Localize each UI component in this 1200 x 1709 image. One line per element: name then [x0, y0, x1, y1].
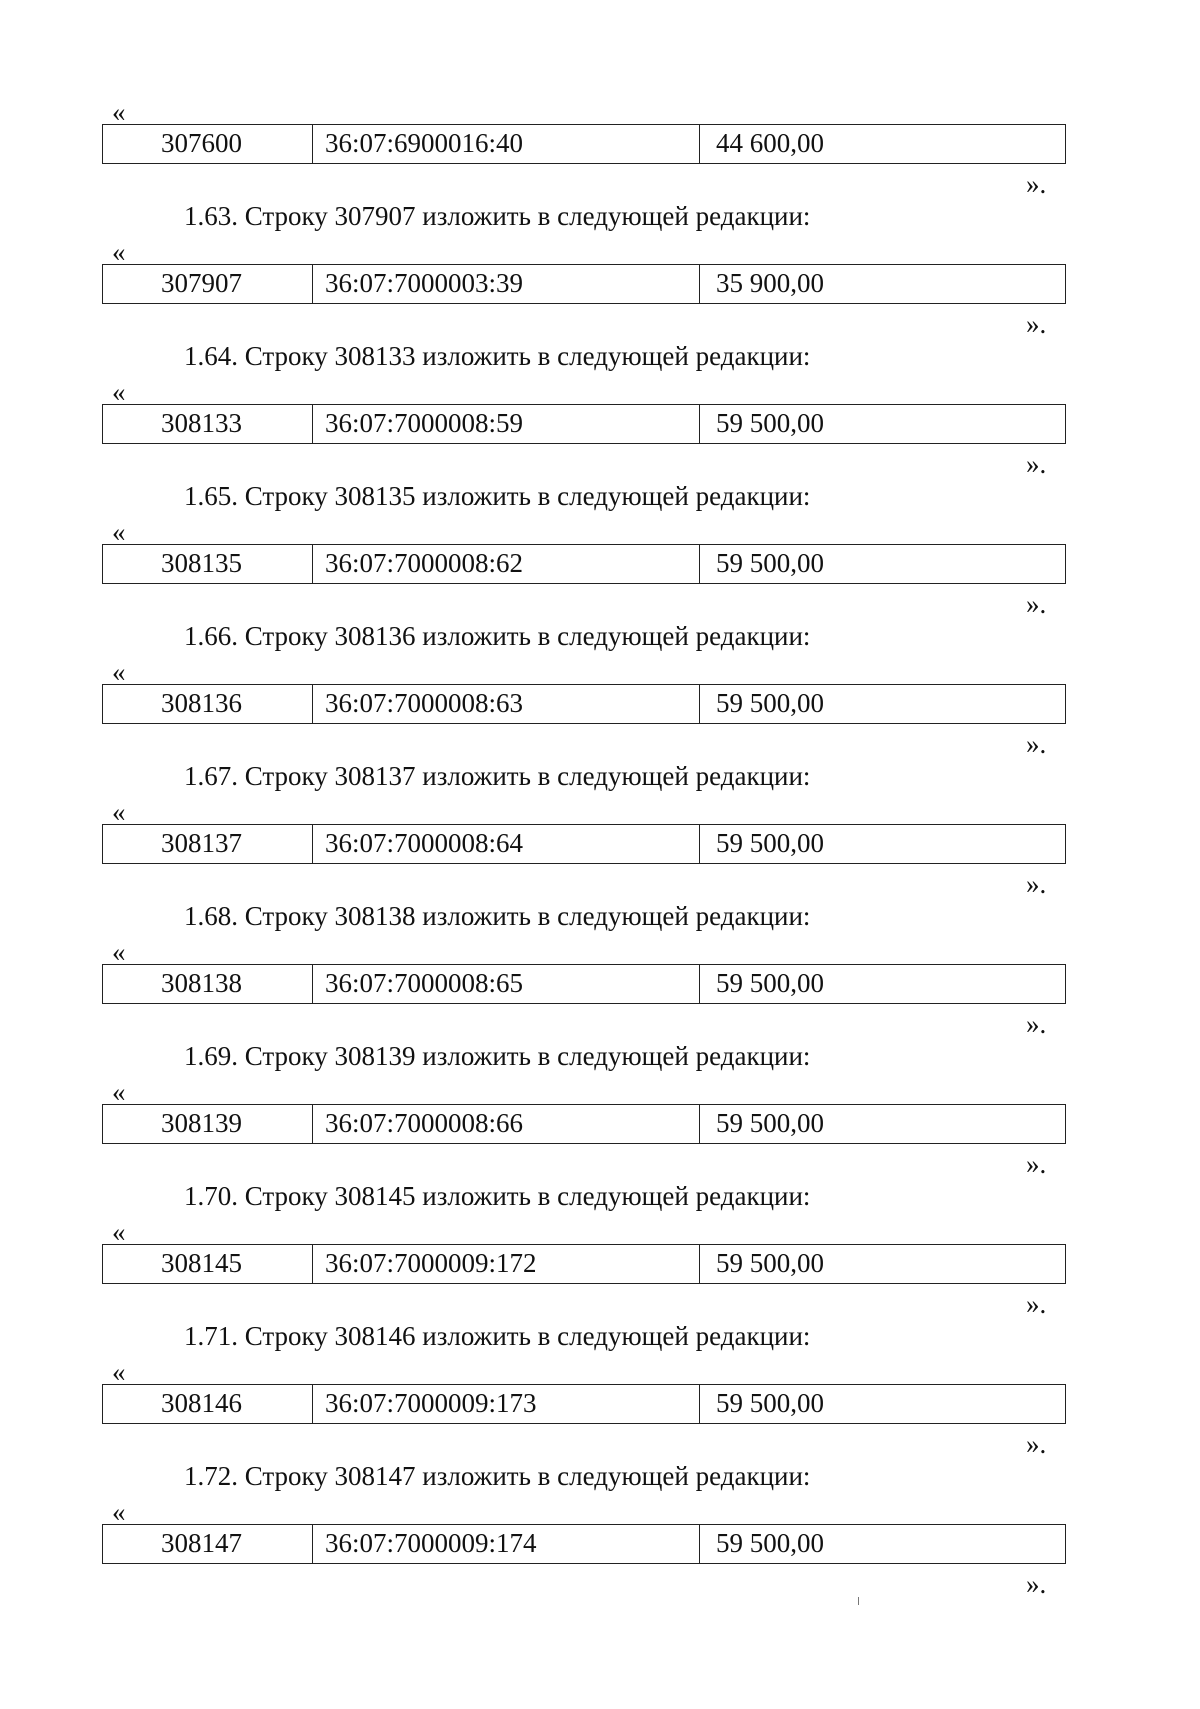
opening-quote: «	[112, 1357, 126, 1387]
section-heading: 1.63. Строку 307907 изложить в следующей редакции:	[184, 201, 811, 231]
closing-quote: ».	[1026, 1289, 1047, 1319]
row-cadastral-number: 36:07:7000008:65	[313, 965, 700, 1003]
row-value: 59 500,00	[716, 1108, 824, 1138]
row-cadastral-number: 36:07:7000009:173	[313, 1385, 700, 1423]
section-heading: 1.64. Строку 308133 изложить в следующей редакции:	[184, 341, 811, 371]
row-cadastral-number: 36:07:7000003:39	[313, 265, 700, 303]
opening-quote: «	[112, 97, 126, 127]
opening-quote: «	[112, 937, 126, 967]
row-value: 59 500,00	[716, 408, 824, 438]
table-row	[102, 404, 1066, 444]
table-row	[102, 544, 1066, 584]
row-value: 44 600,00	[716, 128, 824, 158]
table-row	[102, 1524, 1066, 1564]
section-heading: 1.65. Строку 308135 изложить в следующей редакции:	[184, 481, 811, 511]
closing-quote: ».	[1026, 169, 1047, 199]
scan-speck	[858, 1597, 859, 1605]
table-row	[102, 824, 1066, 864]
row-code: 308136	[103, 685, 313, 723]
opening-quote: «	[112, 1497, 126, 1527]
table-row	[102, 1384, 1066, 1424]
section-heading: 1.66. Строку 308136 изложить в следующей редакции:	[184, 621, 811, 651]
row-code: 308135	[103, 545, 313, 583]
opening-quote: «	[112, 377, 126, 407]
row-code: 307907	[103, 265, 313, 303]
table-row	[102, 1104, 1066, 1144]
row-cadastral-number: 36:07:7000008:64	[313, 825, 700, 863]
closing-quote: ».	[1026, 1429, 1047, 1459]
opening-quote: «	[112, 657, 126, 687]
row-code: 307600	[103, 125, 313, 163]
opening-quote: «	[112, 517, 126, 547]
row-value: 59 500,00	[716, 688, 824, 718]
closing-quote: ».	[1026, 589, 1047, 619]
closing-quote: ».	[1026, 869, 1047, 899]
opening-quote: «	[112, 237, 126, 267]
row-value: 59 500,00	[716, 548, 824, 578]
closing-quote: ».	[1026, 1149, 1047, 1179]
section-heading: 1.67. Строку 308137 изложить в следующей редакции:	[184, 761, 811, 791]
closing-quote: ».	[1026, 309, 1047, 339]
row-code: 308138	[103, 965, 313, 1003]
row-value: 59 500,00	[716, 1248, 824, 1278]
closing-quote: ».	[1026, 729, 1047, 759]
section-heading: 1.70. Строку 308145 изложить в следующей редакции:	[184, 1181, 811, 1211]
opening-quote: «	[112, 1217, 126, 1247]
row-cadastral-number: 36:07:7000008:66	[313, 1105, 700, 1143]
closing-quote: ».	[1026, 1569, 1047, 1599]
row-cadastral-number: 36:07:7000009:174	[313, 1525, 700, 1563]
opening-quote: «	[112, 797, 126, 827]
row-code: 308133	[103, 405, 313, 443]
section-heading: 1.68. Строку 308138 изложить в следующей редакции:	[184, 901, 811, 931]
row-code: 308146	[103, 1385, 313, 1423]
row-code: 308145	[103, 1245, 313, 1283]
table-row	[102, 124, 1066, 164]
row-cadastral-number: 36:07:7000008:59	[313, 405, 700, 443]
closing-quote: ».	[1026, 1009, 1047, 1039]
row-cadastral-number: 36:07:7000008:63	[313, 685, 700, 723]
table-row	[102, 684, 1066, 724]
row-cadastral-number: 36:07:7000008:62	[313, 545, 700, 583]
section-heading: 1.72. Строку 308147 изложить в следующей редакции:	[184, 1461, 811, 1491]
table-row	[102, 964, 1066, 1004]
row-code: 308137	[103, 825, 313, 863]
row-value: 59 500,00	[716, 1388, 824, 1418]
row-value: 35 900,00	[716, 268, 824, 298]
row-value: 59 500,00	[716, 1528, 824, 1558]
row-cadastral-number: 36:07:6900016:40	[313, 125, 700, 163]
section-heading: 1.69. Строку 308139 изложить в следующей редакции:	[184, 1041, 811, 1071]
closing-quote: ».	[1026, 449, 1047, 479]
row-code: 308139	[103, 1105, 313, 1143]
row-value: 59 500,00	[716, 828, 824, 858]
row-cadastral-number: 36:07:7000009:172	[313, 1245, 700, 1283]
row-code: 308147	[103, 1525, 313, 1563]
row-value: 59 500,00	[716, 968, 824, 998]
section-heading: 1.71. Строку 308146 изложить в следующей редакции:	[184, 1321, 811, 1351]
opening-quote: «	[112, 1077, 126, 1107]
table-row	[102, 1244, 1066, 1284]
table-row	[102, 264, 1066, 304]
